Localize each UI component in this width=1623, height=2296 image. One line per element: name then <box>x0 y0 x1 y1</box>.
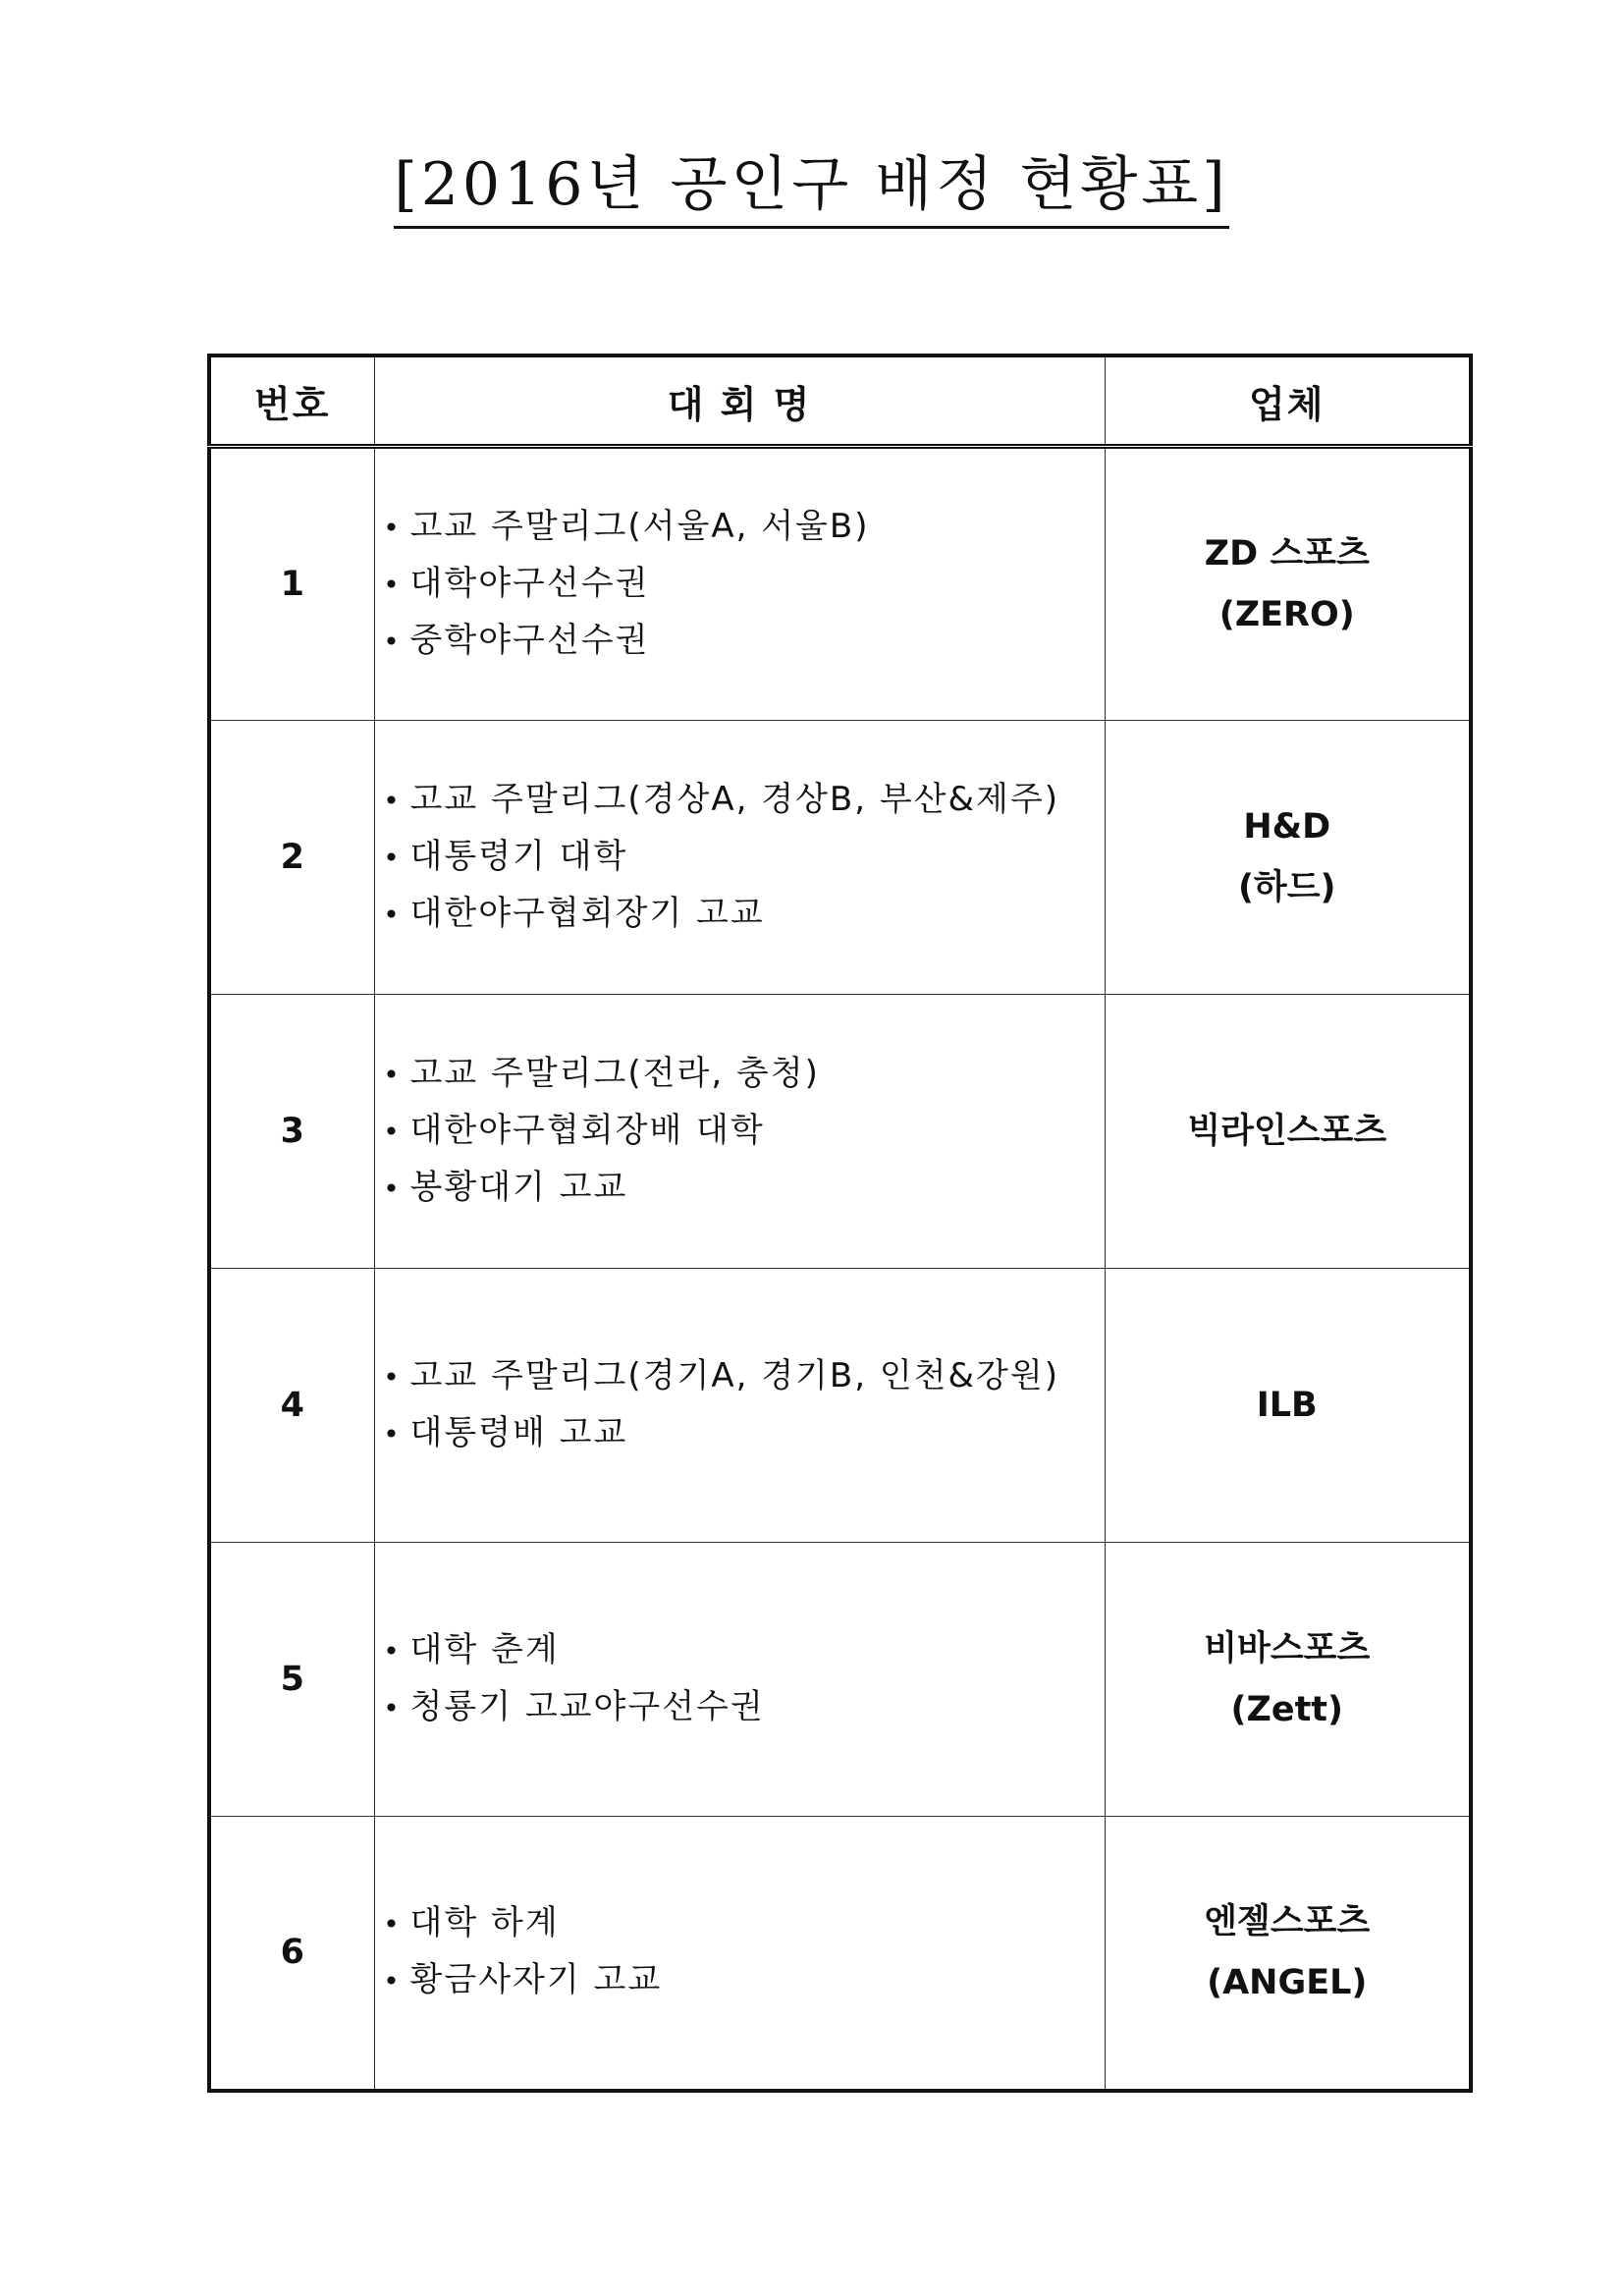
event-list <box>375 499 1105 670</box>
vendor-cell <box>1105 721 1471 995</box>
event-item <box>375 829 1105 886</box>
event-text: 고교 주말리그(경상A, 경상B, 부산&제주) <box>409 780 1059 819</box>
document-title <box>0 145 1623 229</box>
event-text: 대통령배 고교 <box>409 1413 628 1452</box>
vendor-cell <box>1105 447 1471 721</box>
bullet-icon: • <box>383 1059 402 1091</box>
event-text: 청룡기 고교야구선수권 <box>409 1687 765 1726</box>
vendor-name: ZD 스포츠 <box>1204 534 1370 574</box>
event-text: 대학 하계 <box>409 1903 560 1943</box>
bullet-icon: • <box>383 785 402 817</box>
vendor-name: 비바스포츠 <box>1204 1629 1371 1668</box>
vendor-brand: (Zett) <box>1230 1690 1344 1729</box>
event-text: 대학 춘계 <box>409 1630 560 1669</box>
event-text: 황금사자기 고교 <box>409 1960 663 2000</box>
bullet-icon: • <box>383 569 402 601</box>
event-item <box>375 1405 1105 1462</box>
event-item <box>375 556 1105 613</box>
vendor-brand: (하드) <box>1237 868 1336 907</box>
event-list <box>375 772 1105 943</box>
bullet-icon: • <box>383 1418 402 1450</box>
vendor-name: 엔젤스포츠 <box>1204 1902 1371 1942</box>
vendor-name: H&D <box>1243 807 1331 847</box>
event-item <box>375 1348 1105 1405</box>
event-text: 봉황대기 고교 <box>409 1168 628 1207</box>
event-item <box>375 1046 1105 1103</box>
header-number: 번호 <box>209 355 374 447</box>
bullet-icon: • <box>383 1361 402 1394</box>
table-header-row <box>209 355 1471 447</box>
event-text: 고교 주말리그(경기A, 경기B, 인천&강원) <box>409 1356 1059 1395</box>
table-row <box>209 447 1471 721</box>
document-title-text: [2016년 공인구 배정 현황표] <box>394 145 1228 229</box>
bullet-icon: • <box>383 899 402 931</box>
vendor-brand: (ZERO) <box>1218 595 1355 634</box>
event-text: 대통령기 대학 <box>409 837 628 876</box>
bullet-icon: • <box>383 1908 402 1941</box>
event-cell <box>374 1543 1105 1817</box>
event-text: 중학야구선수권 <box>409 621 650 660</box>
table-row <box>209 1543 1471 1817</box>
event-list <box>375 1046 1105 1217</box>
row-number: 2 <box>209 721 374 995</box>
event-list <box>375 1895 1105 2009</box>
event-item <box>375 1103 1105 1160</box>
bullet-icon: • <box>383 626 402 658</box>
vendor-cell <box>1105 1269 1471 1543</box>
bullet-icon: • <box>383 1692 402 1724</box>
event-item <box>375 886 1105 943</box>
row-number: 4 <box>209 1269 374 1543</box>
header-event: 대 회 명 <box>374 355 1105 447</box>
event-cell <box>374 721 1105 995</box>
row-number: 5 <box>209 1543 374 1817</box>
vendor-name: ILB <box>1256 1386 1318 1425</box>
table-row <box>209 1817 1471 2091</box>
event-text: 고교 주말리그(서울A, 서울B) <box>409 507 870 546</box>
table-row <box>209 721 1471 995</box>
allocation-table <box>207 354 1473 2093</box>
vendor-brand: (ANGEL) <box>1207 1963 1368 2003</box>
event-text: 대한야구협회장기 고교 <box>409 894 765 933</box>
bullet-icon: • <box>383 1965 402 1998</box>
vendor-cell <box>1105 995 1471 1269</box>
event-cell <box>374 1817 1105 2091</box>
header-vendor: 업체 <box>1105 355 1471 447</box>
event-list <box>375 1348 1105 1462</box>
bullet-icon: • <box>383 512 402 544</box>
event-text: 대한야구협회장배 대학 <box>409 1111 765 1150</box>
vendor-name: 빅라인스포츠 <box>1187 1112 1387 1151</box>
event-item <box>375 1679 1105 1736</box>
bullet-icon: • <box>383 842 402 874</box>
bullet-icon: • <box>383 1635 402 1667</box>
vendor-cell <box>1105 1817 1471 2091</box>
event-item <box>375 1160 1105 1217</box>
vendor-cell <box>1105 1543 1471 1817</box>
event-item <box>375 613 1105 670</box>
event-item <box>375 1895 1105 1952</box>
row-number: 6 <box>209 1817 374 2091</box>
bullet-icon: • <box>383 1116 402 1148</box>
row-number: 1 <box>209 447 374 721</box>
table-row <box>209 1269 1471 1543</box>
event-item <box>375 499 1105 556</box>
event-cell <box>374 1269 1105 1543</box>
event-text: 대학야구선수권 <box>409 564 650 603</box>
event-cell <box>374 447 1105 721</box>
row-number: 3 <box>209 995 374 1269</box>
table-row <box>209 995 1471 1269</box>
event-text: 고교 주말리그(전라, 충청) <box>409 1054 820 1093</box>
event-list <box>375 1622 1105 1736</box>
event-cell <box>374 995 1105 1269</box>
event-item <box>375 1622 1105 1679</box>
event-item <box>375 1952 1105 2009</box>
event-item <box>375 772 1105 829</box>
bullet-icon: • <box>383 1173 402 1205</box>
